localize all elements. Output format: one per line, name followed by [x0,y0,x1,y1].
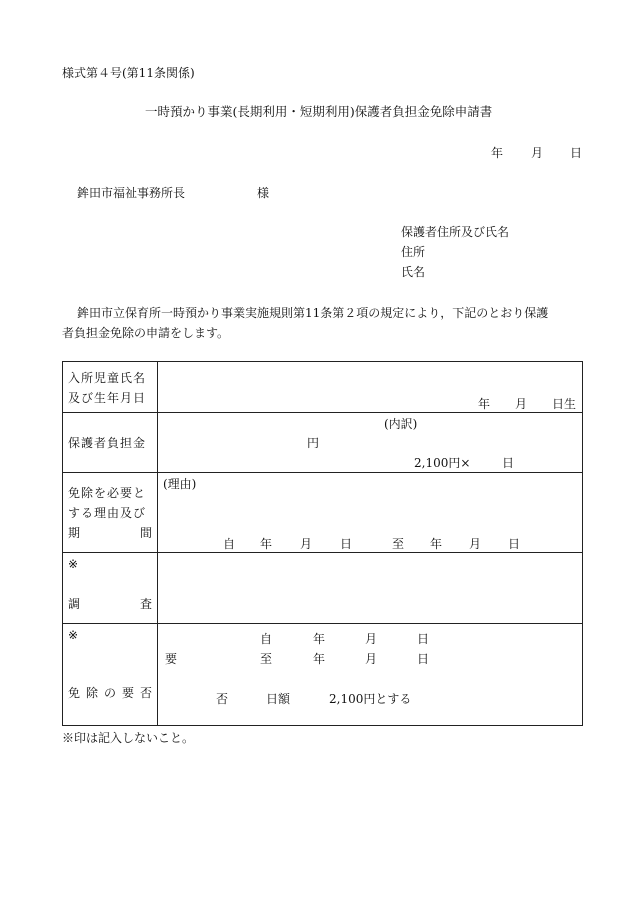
period-to-day: 日 [508,537,521,551]
reason-label-line-3 [68,526,152,540]
period-to-month: 月 [469,537,482,551]
label-char: 除 [85,686,98,700]
period-to: 至 [392,537,405,551]
decision-from-month: 月 [365,632,378,646]
reason-label-line-2: する理由及び [68,506,147,520]
applicant-name-label: 氏名 [401,265,426,279]
decision-amount-text: 2,100円とする [329,692,412,706]
child-label-line-2: 及び生年月日 [68,391,147,405]
decision-mark: ※ [68,628,79,642]
form-number: 様式第４号(第11条関係) [62,66,195,80]
label-char: 期 [68,526,81,540]
label-char: 査 [139,597,152,611]
addressee-honorific: 様 [257,186,270,200]
label-char: 要 [121,686,134,700]
decision-to-day: 日 [417,652,430,666]
survey-mark: ※ [68,557,79,571]
birth-year: 年 [478,397,491,411]
label-char: 免 [68,686,81,700]
applicant-address-label: 住所 [401,245,426,259]
fee-label: 保護者負担金 [68,436,147,450]
decision-to: 至 [260,652,273,666]
decision-daily-amount: 日額 [266,692,291,706]
date-day: 日 [570,146,583,160]
decision-deny: 否 [216,692,229,706]
period-to-year: 年 [430,537,443,551]
decision-from-year: 年 [313,632,326,646]
period-from-year: 年 [260,537,273,551]
date-year: 年 [491,146,504,160]
date-month: 月 [531,146,544,160]
birth-month: 月 [515,397,528,411]
decision-to-month: 月 [365,652,378,666]
decision-to-year: 年 [313,652,326,666]
label-char: 否 [139,686,152,700]
fee-days: 日 [502,456,515,470]
child-label-line-1: 入所児童氏名 [68,371,147,385]
period-from: 自 [223,537,236,551]
reason-input-label: (理由) [163,477,197,491]
decision-from: 自 [260,632,273,646]
label-char: の [103,686,116,700]
decision-label [68,686,152,700]
period-from-month: 月 [300,537,313,551]
decision-approve: 要 [165,652,178,666]
reason-label-line-1: 免除を必要と [68,486,147,500]
applicant-heading: 保護者住所及び氏名 [401,225,510,239]
decision-from-day: 日 [417,632,430,646]
fee-breakdown-label: (内訳) [384,417,418,431]
label-char: 間 [139,526,152,540]
period-from-day: 日 [340,537,353,551]
body-text-line-1: 鉾田市立保育所一時預かり事業実施規則第11条第２項の規定により，下記のとおり保護 [77,306,549,320]
footnote: ※印は記入しないこと。 [62,731,195,745]
body-text-line-2: 者負担金免除の申請をします。 [62,326,230,340]
birth-day: 日生 [552,397,577,411]
fee-yen: 円 [307,436,320,450]
form-title: 一時預かり事業(長期利用・短期利用)保護者負担金免除申請書 [145,104,493,119]
survey-label [68,597,152,611]
label-char: 調 [68,597,81,611]
addressee-name: 鉾田市福祉事務所長 [77,186,186,200]
fee-rate: 2,100円× [414,456,471,470]
